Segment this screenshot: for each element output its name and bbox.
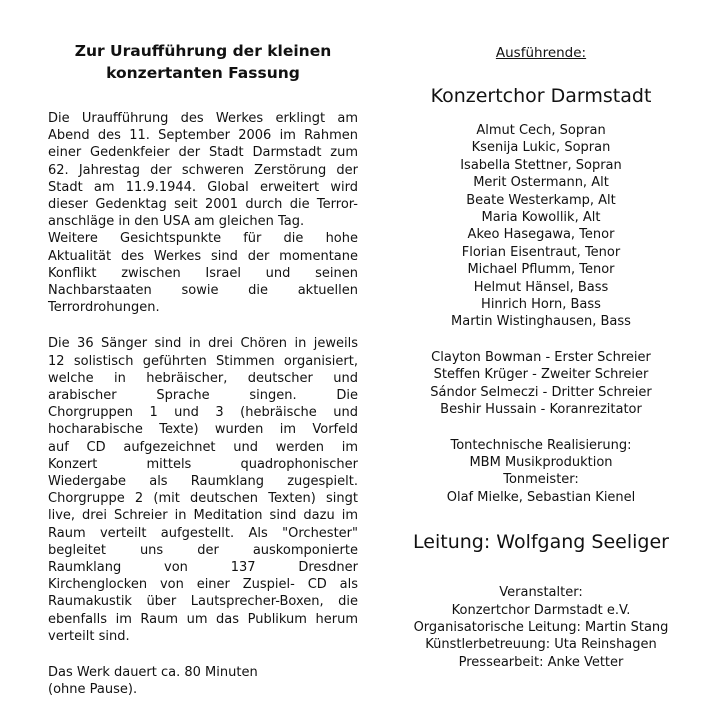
text-line: anschläge in den USA am gleichen Tag. <box>48 214 305 230</box>
text-line: Das Werk dauert ca. 80 Minuten <box>48 665 258 681</box>
singer-entry: Maria Kowollik, Alt <box>481 210 601 226</box>
text-line: Nachbarstaaten sowie die aktuellen <box>48 283 358 299</box>
paragraph-performance <box>48 335 358 645</box>
text-line: hocharabische Texte) wurden im Vorfeld <box>48 422 358 438</box>
text-line: welche in hebräischer, deutscher und <box>48 370 358 386</box>
text-line: live, drei Schreier in Meditation sind dazu im <box>48 508 358 524</box>
title-line: Zur Uraufführung der kleinen <box>74 42 332 60</box>
singer-entry: Martin Wistinghausen, Bass <box>451 314 631 330</box>
soloists-list <box>396 349 686 419</box>
singer-entry: Almut Cech, Sopran <box>476 123 606 138</box>
singers-list <box>396 122 686 331</box>
choir-name: Konzertchor Darmstadt <box>430 85 652 107</box>
text-line: Die Uraufführung des Werkes erklingt am <box>48 111 358 126</box>
credit-line: Konzertchor Darmstadt e.V. <box>451 602 631 618</box>
text-line: Weitere Gesichtspunkte für die hohe <box>48 231 358 247</box>
text-line: Konflikt zwischen Israel und seinen <box>48 265 358 281</box>
text-line: einer Gedenkfeier der Stadt Darmstadt zum <box>48 145 358 161</box>
soloist-entry: Steffen Krüger - Zweiter Schreier <box>433 367 649 383</box>
singer-entry: Beate Westerkamp, Alt <box>466 192 616 208</box>
singer-entry: Merit Ostermann, Alt <box>473 175 609 191</box>
singer-entry: Ksenija Lukic, Sopran <box>471 140 611 156</box>
singer-entry: Hinrich Horn, Bass <box>481 297 601 313</box>
credit-line: Organisatorische Leitung: Martin Stang <box>413 619 669 635</box>
credit-line: Olaf Mielke, Sebastian Kienel <box>446 489 636 505</box>
credit-line: Veranstalter: <box>499 585 583 601</box>
text-line: ebenfalls im Raum um das Publikum herum <box>48 611 358 627</box>
text-line: Aktualität des Werkes sind der momentane <box>48 248 358 264</box>
soloist-entry: Clayton Bowman - Erster Schreier <box>431 349 651 365</box>
text-line: Stadt am 11.9.1944. Global erweitert wird <box>48 179 358 195</box>
singer-entry: Michael Pflumm, Tenor <box>467 262 615 278</box>
left-column <box>48 40 358 718</box>
text-line: verteilt sind. <box>48 628 130 644</box>
text-line: Kirchenglocken von einer Zuspiel- CD als <box>48 577 358 593</box>
right-column <box>396 44 686 689</box>
singer-entry: Florian Eisentraut, Tenor <box>461 244 621 260</box>
paragraph-duration <box>48 664 358 698</box>
text-line: Konzert mittels quadrophonischer <box>48 456 358 472</box>
singer-entry: Akeo Hasegawa, Tenor <box>467 227 615 243</box>
text-line: begleitet uns der auskomponierte <box>48 542 358 558</box>
singer-entry: Helmut Hänsel, Bass <box>473 279 609 295</box>
singer-entry: Isabella Stettner, Sopran <box>460 157 622 173</box>
text-line: 62. Jahrestag der schweren Zerstörung der <box>48 162 358 178</box>
credit-line: Künstlerbetreuung: Uta Reinshagen <box>425 637 657 653</box>
credit-line: Tontechnische Realisierung: <box>450 437 632 453</box>
credit-line: Pressearbeit: Anke Vetter <box>458 654 624 670</box>
conductor-line: Leitung: Wolfgang Seeliger <box>413 531 669 554</box>
text-line: Terrordrohungen. <box>48 300 160 316</box>
organizer-credits <box>396 584 686 671</box>
text-line: (ohne Pause). <box>48 682 138 698</box>
credit-line: MBM Musikproduktion <box>469 454 613 470</box>
text-line: Abend des 11. September 2006 im Rahmen <box>48 128 358 144</box>
text-line: dieser Gedenktag seit 2001 durch die Terror- <box>48 197 358 213</box>
text-line: Die 36 Sänger sind in drei Chören in jeweils <box>48 336 358 352</box>
credit-line: Tonmeister: <box>503 472 579 488</box>
text-line: Raumklang von 137 Dresdner <box>48 560 358 576</box>
technical-credits <box>396 437 686 507</box>
paragraph-premiere <box>48 110 358 316</box>
text-line: Wiedergabe als Raumklang zugespielt. <box>48 474 358 490</box>
text-line: auf CD aufgezeichnet und werden im <box>48 439 358 455</box>
performers-heading: Ausführende: <box>495 45 587 61</box>
text-line: Raum verteilt aufgestellt. Als "Orchester" <box>48 525 358 541</box>
title-line: konzertanten Fassung <box>106 64 300 82</box>
soloist-entry: Beshir Hussain - Koranrezitator <box>440 402 642 418</box>
text-line: arabischer Sprache singen. Die <box>48 388 358 404</box>
text-line: Raumakustik über Lautsprecher-Boxen, die <box>48 594 358 610</box>
text-line: Chorgruppe 2 (mit deutschen Texten) singt <box>48 491 358 507</box>
section-title <box>48 40 358 84</box>
soloist-entry: Sándor Selmeczi - Dritter Schreier <box>430 384 652 400</box>
text-line: 12 solistisch geführten Stimmen organisiert, <box>48 353 358 369</box>
text-line: Chorgruppen 1 und 3 (hebräische und <box>48 405 358 421</box>
